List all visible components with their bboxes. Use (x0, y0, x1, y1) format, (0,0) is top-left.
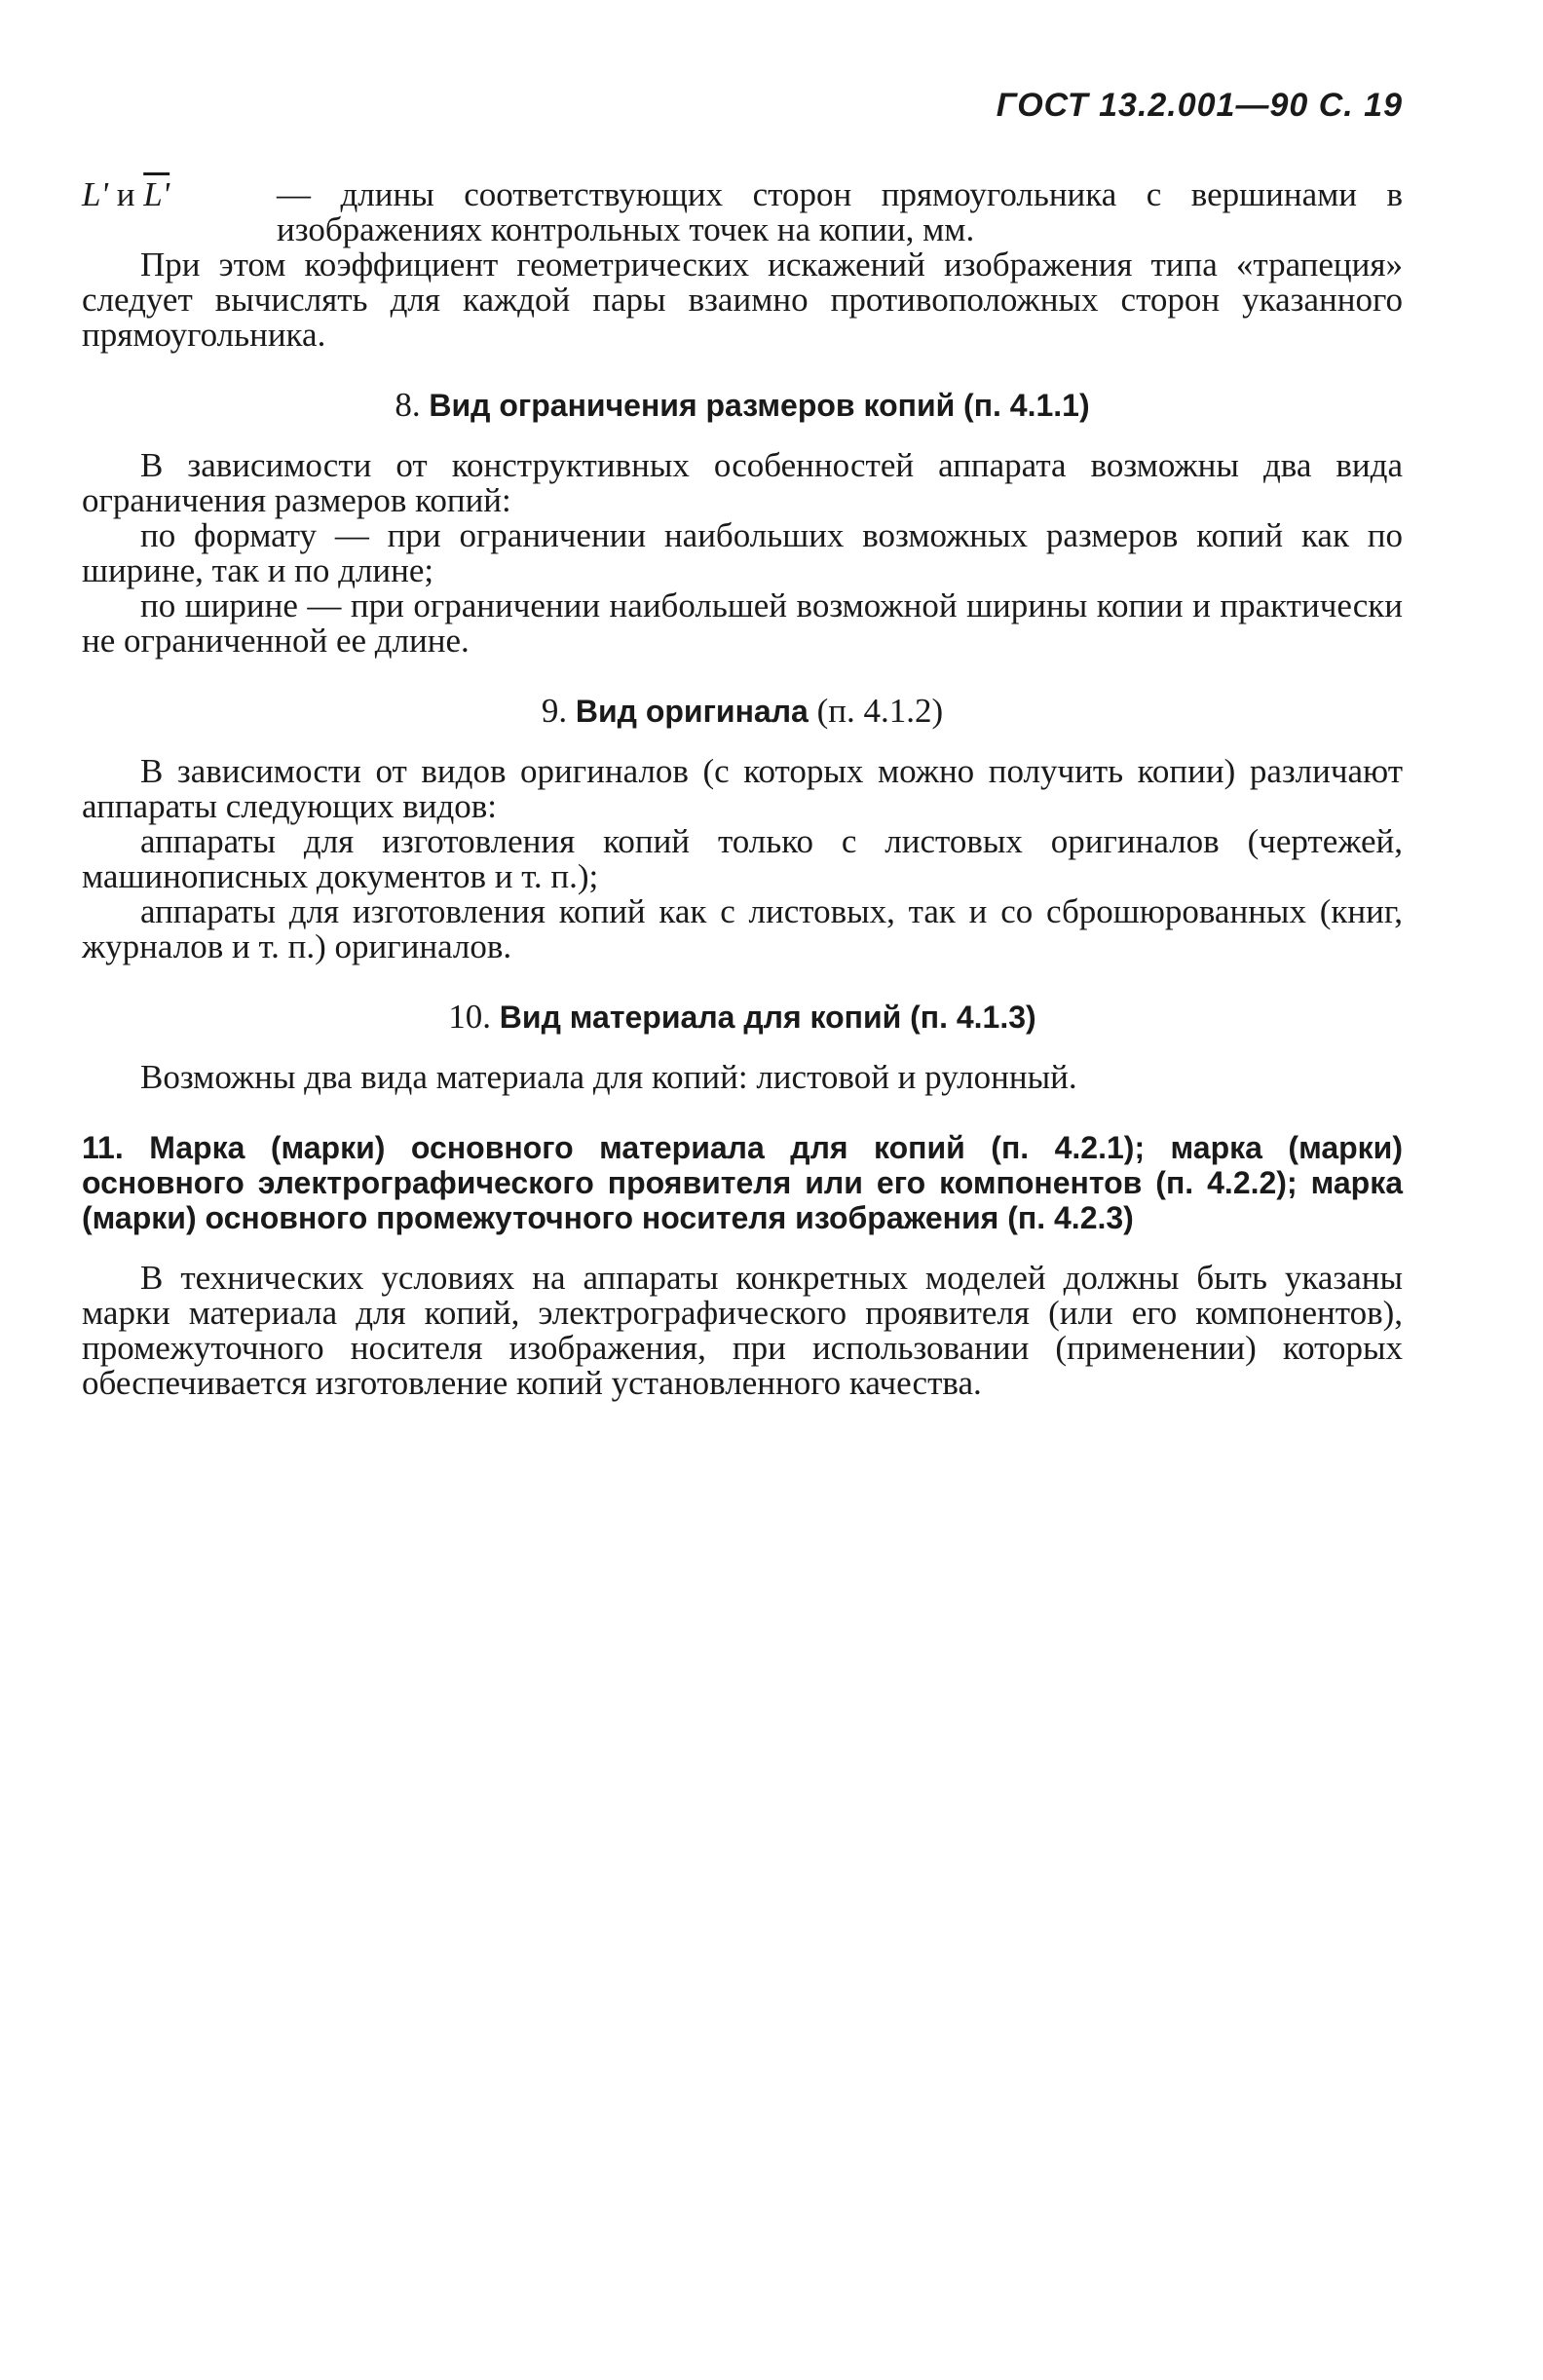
section-8-ref: (п. 4.1.1) (963, 388, 1090, 423)
section-9-heading (82, 694, 1403, 729)
definition-term (82, 177, 277, 212)
section-10-paragraph-1: Возможны два вида материала для копий: листовой и рулонный. (140, 1058, 1077, 1096)
section-8-title: Вид ограничения размеров копий (429, 388, 956, 423)
term-and: и (116, 175, 135, 213)
definition-text: — длины соответствующих сторон прямоугольника с вершинами в изображениях контрольных точек на копии, мм. (277, 175, 1403, 248)
section-8-paragraph-2: по формату — при ограничении наибольших возможных размеров копий как по ширине, так и по длине; (82, 516, 1403, 589)
section-8-paragraph-3: по ширине — при ограничении наибольшей возможной ширины копии и практически не ограниченной ее длине. (82, 586, 1403, 660)
page-header: ГОСТ 13.2.001—90 С. 19 (996, 87, 1403, 124)
section-8-paragraph-1: В зависимости от конструктивных особенностей аппарата возможны два вида ограничения размеров копий: (82, 446, 1403, 519)
section-9-ref: (п. 4.1.2) (816, 692, 944, 730)
definition-row (82, 177, 1403, 247)
document-page (82, 88, 1403, 1401)
section-10-heading (82, 1000, 1403, 1035)
term-l-bar-prime: L' (143, 175, 170, 213)
intro-paragraph: При этом коэффициент геометрических искажений изображения типа «трапеция» следует вычислять для каждой пары взаимно противоположных сторон указанного прямоугольника. (82, 246, 1403, 354)
section-11-heading (82, 1130, 1403, 1235)
section-8-number: 8. (395, 386, 421, 424)
section-9-paragraph-1: В зависимости от видов оригиналов (с которых можно получить копии) различают аппараты следующих видов: (82, 752, 1403, 825)
term-l-prime: L' (82, 175, 108, 213)
section-9-number: 9. (541, 692, 568, 730)
section-11-number: 11. (82, 1130, 124, 1165)
section-10-number: 10. (448, 998, 492, 1036)
section-10-ref: (п. 4.1.3) (910, 1000, 1036, 1035)
section-9-paragraph-3: аппараты для изготовления копий как с листовых, так и со сброшюрованных (книг, журналов и т. п.) оригиналов. (82, 892, 1403, 965)
section-9-title: Вид оригинала (575, 694, 809, 729)
section-10-title: Вид материала для копий (499, 1000, 902, 1035)
section-8-heading (82, 388, 1403, 423)
section-11-title: Марка (марки) основного материала для копий (п. 4.2.1); марка (марки) основного электрографического проявителя или его компонентов (п. 4.2.2); марка (марки) основного промежуточного носителя изображения (п. 4.2.3) (82, 1130, 1404, 1235)
section-11-paragraph-1: В технических условиях на аппараты конкретных моделей должны быть указаны марки материала для копий, электрографического проявителя (или его компонентов), промежуточного носителя изображения, при использовании (применении) которых обеспечивается изготовление копий установленного качества. (82, 1259, 1403, 1402)
section-9-paragraph-2: аппараты для изготовления копий только с листовых оригиналов (чертежей, машинописных документов и т. п.); (82, 822, 1403, 895)
